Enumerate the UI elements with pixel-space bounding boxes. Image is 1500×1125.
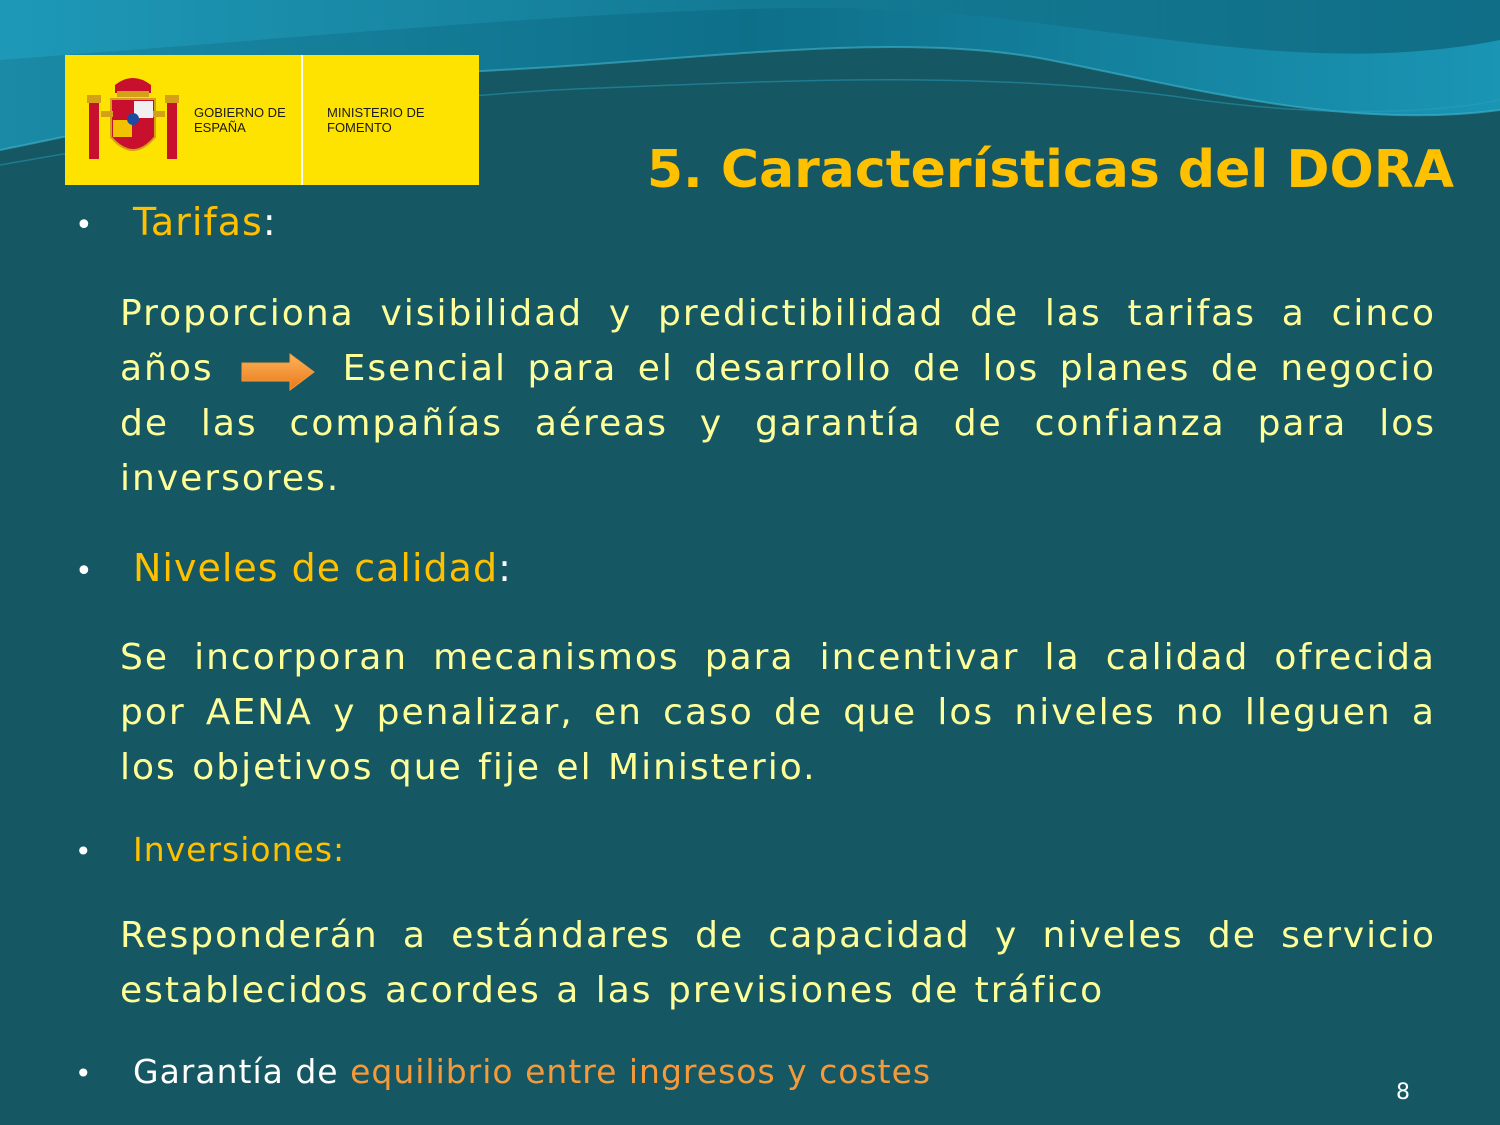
heading-inversiones: Inversiones: xyxy=(133,830,346,869)
heading-tarifas: Tarifas xyxy=(133,200,263,244)
coat-of-arms-icon xyxy=(85,71,181,171)
right-arrow-icon xyxy=(240,352,316,392)
tarifas-text-start: Proporciona visibilidad y predictibilidad de las tarifas a cinco años xyxy=(120,293,1436,389)
bullet-dot: • xyxy=(75,1057,93,1090)
logo-divider xyxy=(301,55,303,185)
bullet-dot: • xyxy=(75,208,94,243)
government-label: GOBIERNO DE ESPAÑA xyxy=(194,105,286,135)
page-number: 8 xyxy=(1396,1080,1410,1105)
ministry-logo xyxy=(65,55,479,185)
paragraph-inversiones: Responderán a estándares de capacidad y niveles de servicio establecidos acordes a las previsiones de tráfico xyxy=(120,915,1436,1011)
tarifas-text-end: Esencial para el desarrollo de los planes de negocio de las compañías aéreas y garantía de confianza para los inversores. xyxy=(120,348,1436,499)
paragraph-tarifas xyxy=(120,286,1436,506)
bullet-tarifas xyxy=(75,200,277,244)
slide-title: 5. Características del DORA xyxy=(646,140,1454,200)
ministry-label: MINISTERIO DE FOMENTO xyxy=(327,105,425,135)
bullet-equilibrio xyxy=(75,1052,931,1091)
bullet-inversiones xyxy=(75,830,345,869)
bullet-dot: • xyxy=(75,554,94,589)
heading-colon: : xyxy=(262,200,277,244)
bullet-dot: • xyxy=(75,835,93,868)
bullet-calidad xyxy=(75,546,512,590)
heading-calidad: Niveles de calidad xyxy=(133,546,499,590)
heading-garantia: Garantía de xyxy=(133,1052,351,1091)
heading-colon: : xyxy=(498,546,512,590)
paragraph-calidad: Se incorporan mecanismos para incentivar la calidad ofrecida por AENA y penalizar, en caso de que los niveles no lleguen a los objetivos que fije el Ministerio. xyxy=(120,637,1436,788)
heading-equilibrio-highlight: equilibrio entre ingresos y costes xyxy=(350,1052,932,1091)
